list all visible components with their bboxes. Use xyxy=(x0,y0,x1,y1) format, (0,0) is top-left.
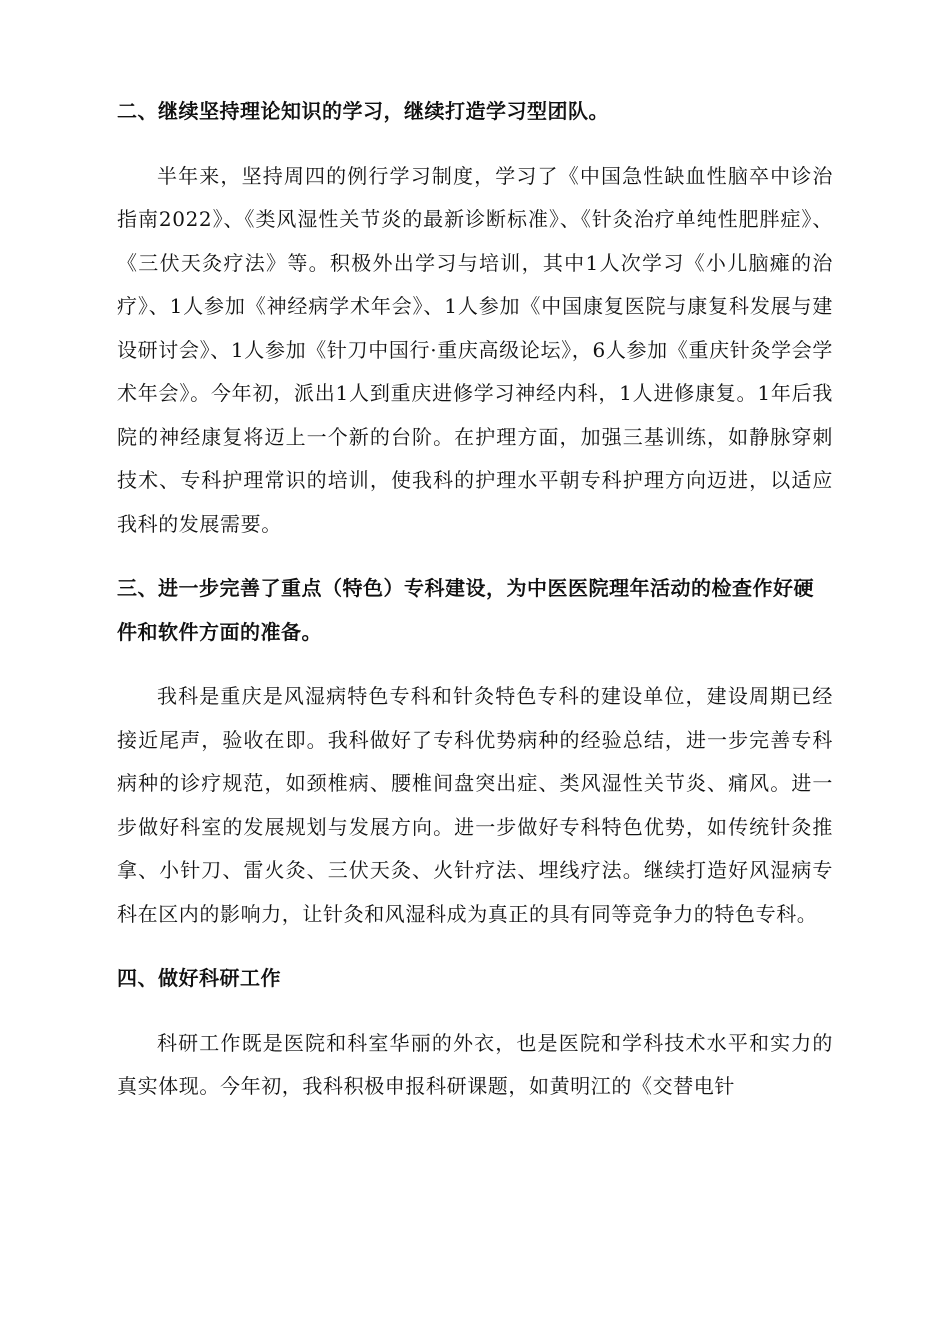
section-heading-2: 二、继续坚持理论知识的学习，继续打造学习型团队。 xyxy=(117,99,609,123)
document-body xyxy=(117,90,833,1109)
section-heading-4: 四、做好科研工作 xyxy=(117,966,281,990)
section-paragraph-2: 半年来，坚持周四的例行学习制度，学习了《中国急性缺血性脑卒中诊治指南2022》、《类风湿性关节炎的最新诊断标准》、《针灸治疗单纯性肥胖症》、《三伏天灸疗法》等。积极外出学习与培训，其中1人次学习《小儿脑瘫的治疗》、1人参加《神经病学术年会》、1人参加《中国康复医院与康复科发展与建设研讨会》、1人参加《针刀中国行·重庆高级论坛》，6人参加《重庆针灸学会学术年会》。今年初，派出1人到重庆进修学习神经内科，1人进修康复。1年后我院的神经康复将迈上一个新的台阶。在护理方面，加强三基训练，如静脉穿刺技术、专科护理常识的培训，使我科的护理水平朝专科护理方向迈进，以适应我科的发展需要。 xyxy=(117,163,833,536)
section-heading-3: 三、进一步完善了重点（特色）专科建设，为中医医院理年活动的检查作好硬件和软件方面的准备。 xyxy=(117,576,814,644)
section-paragraph-4: 科研工作既是医院和科室华丽的外衣，也是医院和学科技术水平和实力的真实体现。今年初，我科积极申报科研课题，如黄明江的《交替电针 xyxy=(117,1030,833,1098)
section-paragraph-3: 我科是重庆是风湿病特色专科和针灸特色专科的建设单位，建设周期已经接近尾声，验收在即。我科做好了专科优势病种的经验总结，进一步完善专科病种的诊疗规范，如颈椎病、腰椎间盘突出症、类风湿性关节炎、痛风。进一步做好科室的发展规划与发展方向。进一步做好专科特色优势，如传统针灸推拿、小针刀、雷火灸、三伏天灸、火针疗法、埋线疗法。继续打造好风湿病专科在区内的影响力，让针灸和风湿科成为真正的具有同等竞争力的特色专科。 xyxy=(117,684,833,926)
